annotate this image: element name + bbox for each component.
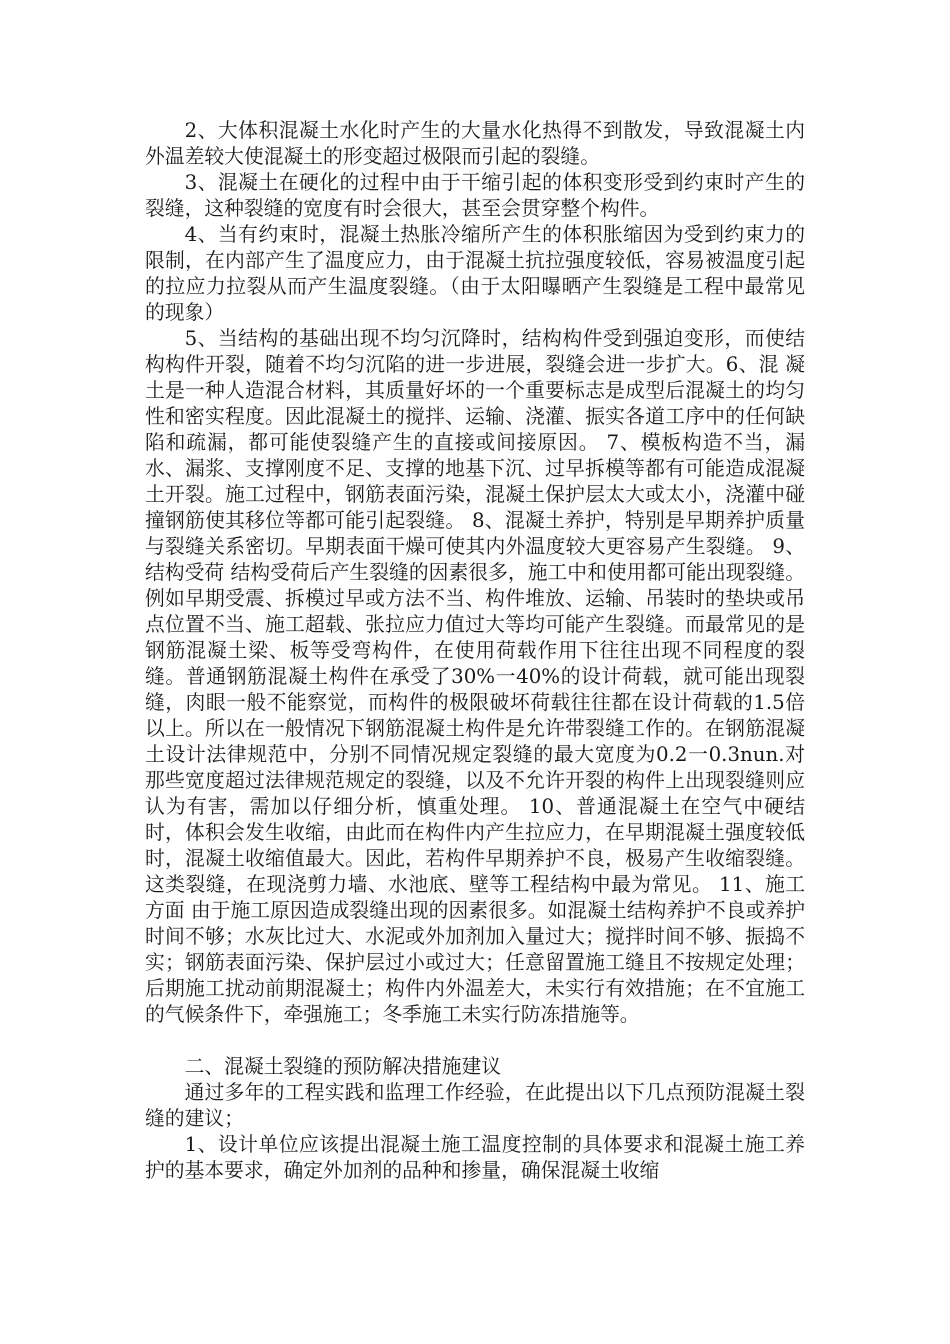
document-body	[145, 118, 805, 1184]
paragraph-item-4: 4、当有约束时，混凝土热胀冷缩所产生的体积胀缩因为受到约束力的限制，在内部产生了温度应力，由于混凝土抗拉强度较低，容易被温度引起的拉应力拉裂从而产生温度裂缝。（由于太阳曝晒产生裂缝是工程中最常见的现象）	[145, 223, 805, 324]
paragraph-suggestion-1: 1、设计单位应该提出混凝土施工温度控制的具体要求和混凝土施工养护的基本要求，确定外加剂的品种和掺量，确保混凝土收缩	[145, 1133, 805, 1182]
paragraph-item-5-to-11: 5、当结构的基础出现不均匀沉降时，结构构件受到强迫变形，而使结构构件开裂，随着不均匀沉陷的进一步进展，裂缝会进一步扩大。6、混 凝 土是一种人造混合材料，其质量好坏的一个重要标志是成型后混凝土的均匀性和密实程度。因此混凝土的搅拌、运输、浇灌、振实各道工序中的任何缺陷和疏漏，都可能使裂缝产生的直接或间接原因。 7、模板构造不当，漏水、漏浆、支撑刚度不足、支撑的地基下沉、过早拆模等都有可能造成混凝土开裂。施工过程中，钢筋表面污染，混凝土保护层太大或太小，浇灌中碰撞钢筋使其移位等都可能引起裂缝。 8、混凝土养护，特别是早期养护质量与裂缝关系密切。早期表面干燥可使其内外温度较大更容易产生裂缝。 9、结构受荷 结构受荷后产生裂缝的因素很多，施工中和使用都可能出现裂缝。例如早期受震、拆模过早或方法不当、构件堆放、运输、吊装时的垫块或吊点位置不当、施工超载、张拉应力值过大等均可能产生裂缝。而最常见的是钢筋混凝土梁、板等受弯构件，在使用荷载作用下往往出现不同程度的裂缝。普通钢筋混凝土构件在承受了30%一40%的设计荷载，就可能出现裂缝，肉眼一般不能察觉，而构件的极限破坏荷载往往都在设计荷载的1.5倍以上。所以在一般情况下钢筋混凝土构件是允许带裂缝工作的。在钢筋混凝土设计法律规范中，分别不同情况规定裂缝的最大宽度为0.2一0.3nun.对那些宽度超过法律规范规定的裂缝，以及不允许开裂的构件上出现裂缝则应认为有害，需加以仔细分析，慎重处理。 10、普通混凝土在空气中硬结时，体积会发生收缩，由此而在构件内产生拉应力，在早期混凝土强度较低时，混凝土收缩值最大。因此，若构件早期养护不良，极易产生收缩裂缝。这类裂缝，在现浇剪力墙、水池底、壁等工程结构中最为常见。 11、施工方面 由于施工原因造成裂缝出现的因素很多。如混凝土结构养护不良或养护时间不够；水灰比过大、水泥或外加剂加入量过大；搅拌时间不够、振捣不实；钢筋表面污染、保护层过小或过大；任意留置施工缝且不按规定处理；后期施工扰动前期混凝土；构件内外温差大，未实行有效措施；在不宜施工的气候条件下，牵强施工；冬季施工未实行防冻措施等。	[145, 327, 805, 1026]
paragraph-item-3: 3、混凝土在硬化的过程中由于干缩引起的体积变形受到约束时产生的裂缝，这种裂缝的宽度有时会很大，甚至会贯穿整个构件。	[145, 171, 805, 220]
paragraph-intro: 通过多年的工程实践和监理工作经验，在此提出以下几点预防混凝土裂缝的建议；	[145, 1081, 805, 1130]
section-heading: 二、混凝土裂缝的预防解决措施建议	[184, 1055, 502, 1078]
paragraph-spacer	[145, 1028, 805, 1054]
paragraph-item-2: 2、大体积混凝土水化时产生的大量水化热得不到散发，导致混凝土内外温差较大使混凝土的形变超过极限而引起的裂缝。	[145, 119, 805, 168]
